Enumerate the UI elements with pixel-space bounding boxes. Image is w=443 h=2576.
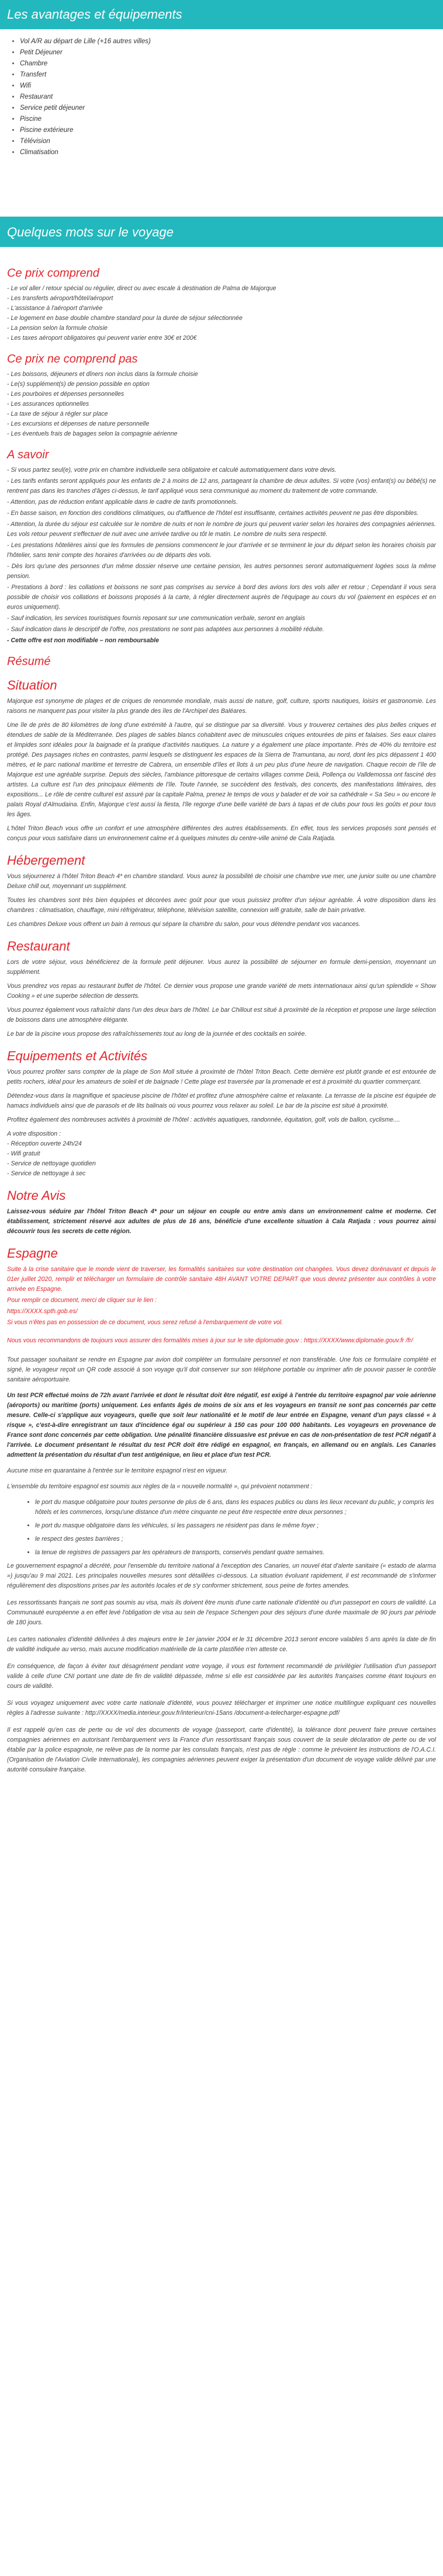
espagne-bullet: • le port du masque obligatoire pour toutes personne de plus de 6 ans, dans les espaces publics ou dans les lieux recevant du public, y compris les hôtels et les commerces, lorsqu'une distance d'un mètre cinquante ne peut être respectée entre deux personnes ; <box>35 1498 436 1517</box>
content <box>0 267 443 1775</box>
included-line: - La pension selon la formule choisie <box>7 325 108 332</box>
activites-line: Vous pourrez profiter sans compter de la plage de Son Moll située à proximité de l'hôtel Triton Beach. Cette dernière est plutôt grande et est entourée de petits rochers, idéal pour les amateurs de soleil et de baignade ! Cette plage est traversée par la promenade et est à proximité du quartier commerçant. <box>7 1068 436 1085</box>
amenity-item: • Piscine <box>20 114 443 125</box>
espagne-paragraph: Tout passager souhaitant se rendre en Espagne par avion doit compléter un formulaire personnel et non transférable. Une fois ce formulaire complété et signé, le voyageur reçoit un QR code associé à son voyage qu'il doit conserver sur son téléphone portable ou imprimer afin de pouvoir passer le contrôle sanitaire aéroportuaire. <box>7 1356 436 1383</box>
hebergement-text <box>7 872 436 930</box>
words-header <box>0 217 443 247</box>
hebergement-paragraph: Vous séjournerez à l'hôtel Triton Beach 4* en chambre standard. Vous aurez la possibilité de choisir une chambre vue mer, une junior suite ou une chambre Deluxe chill out, moyennant un supplément. <box>7 873 436 890</box>
espagne-after-paragraph: Les cartes nationales d'identité délivrées à des majeurs entre le 1er janvier 2004 et le 31 décembre 2013 seront encore valables 5 ans après la date de fin de validité indiquée au verso, mais aucune modification matérielle de la carte plastifiée n'en atteste ce. <box>7 1636 436 1653</box>
excluded-line: - Les éventuels frais de bagages selon la compagnie aérienne <box>7 430 178 437</box>
excluded-line: - Les assurances optionnelles <box>7 401 89 408</box>
avis-title: Notre Avis <box>7 1188 66 1203</box>
espagne-after-paragraph: Si vous voyagez uniquement avec votre carte nationale d'identité, vous pouvez télécharger et imprimer une notice multilingue expliquant ces nouvelles règles à l'adresse suivante : http://XXXX/media.interieur.gouv.fr/interieur/cni-15ans /document-a-telecharger-espagne.pdf/ <box>7 1700 436 1717</box>
espagne-alert-line: Si vous n'êtes pas en possession de ce document, vous serez refusé à l'embarquement de votre vol. <box>7 1319 283 1326</box>
activites-line: - Service de nettoyage quotidien <box>7 1160 96 1167</box>
included-list <box>7 284 436 343</box>
activites-line: Détendez-vous dans la magnifique et spacieuse piscine de l'hôtel et profitez d'une atmosphère calme et relaxante. La terrasse de la piscine est équipée de hamacs individuels ainsi que de parasols et de lits balinais où vous pourrez vous relaxer au soleil. Le bar de la piscine est situé à proximité. <box>7 1092 436 1109</box>
know-paragraph: - Sauf indication dans le descriptif de l'offre, nos prestations ne sont pas adaptées aux personnes à mobilité réduite. <box>7 626 324 633</box>
hebergement-paragraph: Les chambres Deluxe vous offrent un bain à remous qui sépare la chambre du salon, pour vous détendre pendant vos vacances. <box>7 921 361 928</box>
activites-line: Profitez également des nombreuses activités à proximité de l'hôtel : activités aquatiques, randonnée, équitation, golf, vols de ballon, cyclisme.... <box>7 1116 400 1123</box>
know-paragraph: - Sauf indication, les services touristiques fournis reposant sur une communication verbale, seront en anglais <box>7 615 305 622</box>
espagne-bullet: • le respect des gestes barrières ; <box>35 1534 436 1544</box>
espagne-alert <box>7 1265 436 1346</box>
espagne-alert-line: Suite à la crise sanitaire que le monde vient de traverser, les formalités sanitaires sur votre destination ont changées. Vous devez dorénavant et depuis le 01er juillet 2020, remplir et télécharger un formulaire de contrôle sanitaire 48H AVANT VOTRE DEPART que vous devrez présenter aux contrôles à votre arrivée en Espagne. <box>7 1266 436 1293</box>
amenity-item: • Petit Déjeuner <box>20 47 443 58</box>
excluded-line: - Les boissons, déjeuners et dîners non inclus dans la formule choisie <box>7 371 198 378</box>
advantages-title: Les avantages et équipements <box>7 7 182 22</box>
restaurant-paragraph: Vous prendrez vos repas au restaurant buffet de l'hôtel. Ce dernier vous propose une grande variété de mets internationaux ainsi qu'un splendide « Show Cooking » et une superbe sélection de desserts. <box>7 983 436 1000</box>
espagne-paragraph: Un test PCR effectué moins de 72h avant l'arrivée et dont le résultat doit être négatif, est exigé à l'entrée du territoire espagnol par voie aérienne (aéroports) ou maritime (ports) uniquement. Les enfants âgés de moins de six ans et les voyageurs en transit ne sont pas concernés par cette mesure. Celle-ci s'applique aux voyageurs, quelle que soit leur nationalité et le motif de leur entrée en Espagne, venant d'un pays classé « à risque », c'est-à-dire enregistrant un taux d'incidence égal ou supérieur à 150 cas pour 100 000 habitants. Les voyageurs en provenance de France sont donc concernés par cette obligation. Une pénalité financière dissuasive est prévue en cas de non-présentation de test PCR négatif à l'arrivée. Le document présentant le résultat du test PCR doit être rédigé en espagnol, en français, en allemand ou en anglais. Les Canaries admettent la présentation du résultat d'un test antigénique, en lieu et place d'un test PCR. <box>7 1392 436 1458</box>
know-paragraph: - Prestations à bord : les collations et boissons ne sont pas comprises au service à bord des avions lors des vols aller et retour ; Cependant il vous sera possible de choisir vos collations et boissons proposés à la carte, à régler directement auprès de l'équipage au cours du vol (paiement en espèces et en euros uniquement). <box>7 584 436 611</box>
know-title: A savoir <box>7 448 49 461</box>
activites-title: Equipements et Activités <box>7 1049 148 1063</box>
excluded-line: - Les pourboires et dépenses personnelles <box>7 391 124 398</box>
espagne-bullets <box>7 1498 436 1558</box>
amenity-item: • Climatisation <box>20 147 443 158</box>
situation-paragraph: Majorque est synonyme de plages et de criques de renommée mondiale, mais aussi de nature, golf, culture, sports nautiques, loisirs et gastronomie. Les raisons ne manquent pas pour visiter la plus grande des îles de l'Archipel des Baléares. <box>7 698 436 715</box>
hebergement-paragraph: Toutes les chambres sont très bien équipées et décorées avec goût pour que vous puissiez profiter d'un séjour agréable. À votre disposition dans les chambres : climatisation, chauffage, mini réfrigérateur, téléphone, télévision satellite, connexion wifi gratuite, salle de bain privative. <box>7 897 436 914</box>
espagne-after-paragraph: Les ressortissants français ne sont pas soumis au visa, mais ils doivent être munis d'une carte nationale d'identité ou d'un passeport en cours de validité. La Communauté européenne a en effet levé l'obligation de visa au sein de l'espace Schengen pour des séjours d'une durée maximale de 90 jours par période de 180 jours. <box>7 1599 436 1626</box>
excluded-line: - La taxe de séjour à régler sur place <box>7 410 108 417</box>
included-line: - Le logement en base double chambre standard pour la durée de séjour sélectionnée <box>7 315 243 322</box>
activites-line: - Service de nettoyage à sec <box>7 1170 86 1177</box>
included-title: Ce prix comprend <box>7 267 99 280</box>
amenity-item: • Transfert <box>20 69 443 81</box>
amenity-item: • Service petit déjeuner <box>20 103 443 114</box>
amenity-item: • Wifi <box>20 81 443 92</box>
situation-title: Situation <box>7 678 57 692</box>
know-paragraph: - Attention, la durée du séjour est calculée sur le nombre de nuits et non le nombre de jours qui peuvent varier selon les horaires des compagnies aériennes. Les vols retour peuvent s'effectuer de nuit avec une arrivée tardive ou tôt le matin. Le nombre de nuits sera respecté. <box>7 521 436 538</box>
restaurant-paragraph: Le bar de la piscine vous propose des rafraîchissements tout au long de la journée et des cocktails en soirée. <box>7 1031 307 1038</box>
activites-line: - Wifi gratuit <box>7 1150 40 1157</box>
restaurant-paragraph: Lors de votre séjour, vous bénéficierez de la formule petit déjeuner. Vous aurez la possibilité de séjourner en formule demi-pension, moyennant un supplément. <box>7 959 436 976</box>
restaurant-title: Restaurant <box>7 939 70 953</box>
amenity-item: • Télévision <box>20 136 443 147</box>
espagne-title: Espagne <box>7 1246 58 1261</box>
included-line: - Les taxes aéroport obligatoires qui peuvent varier entre 30€ et 200€ <box>7 335 197 342</box>
know-list <box>7 465 436 646</box>
espagne-after <box>7 1561 436 1775</box>
espagne-after-paragraph: Il est rappelé qu'en cas de perte ou de vol des documents de voyage (passeport, carte d'identité), la tolérance dont peuvent faire preuve certaines compagnies aériennes en autorisant l'embarquement vers la France d'un ressortissant français sous couvert de la seule déclaration de perte ou de vol établie par la police espagnole, ne relève pas de la norme par les consulats français, n'est pas de règle : comme le prévoient les instructions de l'O.A.C.I. (Organisation de l'Aviation Civile Internationale), les compagnies aériennes peuvent exiger la présentation d'un document de voyage valide délivré par une autorité consulaire française. <box>7 1726 436 1773</box>
activites-text <box>7 1067 436 1179</box>
excluded-line: - Les excursions et dépenses de nature personnelle <box>7 420 150 427</box>
know-paragraph: - Les prestations hôtelières ainsi que les formules de pensions commencent le jour d'arrivée et se terminent le jour du départ selon les horaires choisis par l'hôtelier, sans tenir compte des horaires d'arrivées ou de départs des vols. <box>7 542 436 559</box>
know-paragraph: - Cette offre est non modifiable – non remboursable <box>7 637 159 644</box>
espagne-alert-line: Pour remplir ce document, merci de cliquer sur le lien : <box>7 1297 157 1304</box>
espagne-bullet: • le port du masque obligatoire dans les véhicules, si les passagers ne résident pas dans le même foyer ; <box>35 1521 436 1531</box>
espagne-after-paragraph: Le gouvernement espagnol a décrété, pour l'ensemble du territoire national à l'exception des Canaries, un nouvel état d'alerte sanitaire (« estado de alarma ») jusqu'au 9 mai 2021. Les principales nouvelles mesures sont détaillées ci-dessous. La situation évoluant rapidement, il est recommandé de s'informer régulièrement des dispositions prises par les autorités locales et de s'y conformer strictement, sous peine de fortes amendes. <box>7 1562 436 1589</box>
excluded-line: - Le(s) supplément(s) de pension possible en option <box>7 381 150 388</box>
excluded-title: Ce prix ne comprend pas <box>7 353 138 365</box>
know-paragraph: - Si vous partez seul(e), votre prix en chambre individuelle sera obligatoire et calculé automatiquement dans votre devis. <box>7 467 337 474</box>
situation-text <box>7 697 436 844</box>
hebergement-title: Hébergement <box>7 853 85 868</box>
know-paragraph: - Les tarifs enfants seront appliqués pour les enfants de 2 à moins de 12 ans, partageant la chambre de deux adultes. Si votre (vos) enfant(s) ou bébé(s) ne rentrent pas dans les tranches d'âges ci-dessus, le tarif appliqué vous sera communiqué au moment du traitement de votre commande. <box>7 478 436 495</box>
activites-line: - Réception ouverte 24h/24 <box>7 1140 82 1147</box>
know-paragraph: - Attention, pas de réduction enfant applicable dans le cadre de tarifs promotionnels. <box>7 499 238 506</box>
espagne-alert-line[interactable]: Nous vous recommandons de toujours vous assurer des formalités mises à jour sur le site diplomatie.gouv : https://XXXX/www.diplomatie.gouv.fr /fr/ <box>7 1337 413 1344</box>
know-paragraph: - En basse saison, en fonction des conditions climatiques, ou d'affluence de l'hôtel est insuffisante, certaines activités peuvent ne pas être disponibles. <box>7 510 419 517</box>
words-title: Quelques mots sur le voyage <box>7 225 174 239</box>
amenity-item: • Piscine extérieure <box>20 125 443 136</box>
know-paragraph: - Dès lors qu'une des personnes d'un même dossier réserve une certaine pension, les autres personnes seront automatiquement logées sous la même pension. <box>7 563 436 580</box>
included-line: - L'assistance à l'aéroport d'arrivée <box>7 305 103 312</box>
excluded-list <box>7 370 436 439</box>
espagne-after-paragraph: En conséquence, de façon à éviter tout désagrément pendant votre voyage, il vous est fortement recommandé de privilégier l'utilisation d'un passeport valide à celle d'une CNI portant une date de fin de validité dépassée, même si elle est considérée par les autorités françaises comme étant toujours en cours de validité. <box>7 1663 436 1690</box>
advantages-header <box>0 0 443 29</box>
included-line: - Les transferts aéroport/hôtel/aéroport <box>7 295 113 302</box>
restaurant-paragraph: Vous pourrez également vous rafraîchir dans l'un des deux bars de l'hôtel. Le bar Chillout est situé à proximité de la réception et propose une large sélection de boissons dans une atmosphère élégante. <box>7 1007 436 1024</box>
espagne-alert-line[interactable]: https://XXXX.spth.gob.es/ <box>7 1308 78 1315</box>
espagne-text <box>7 1355 436 1492</box>
amenity-item: • Vol A/R au départ de Lille (+16 autres villes) <box>20 36 443 47</box>
amenity-item: • Chambre <box>20 58 443 69</box>
avis-text: Laissez-vous séduire par l'hôtel Triton Beach 4* pour un séjour en couple ou entre amis dans un environnement calme et moderne. Cet établissement, strictement réservé aux adultes de plus de 16 ans, bénéficie d'une excellente situation à Cala Ratjada : vous pourrez ainsi découvrir tous les secrets de cette région. <box>7 1208 436 1235</box>
situation-paragraph: Une île de près de 80 kilomètres de long d'une extrémité à l'autre, qui se distingue par sa diversité. Vous y trouverez certaines des plus belles criques et étendues de sable de la Méditerranée. Des plages de sables blancs cohabitent avec de minuscules criques entourées de pins et falaises. Ses eaux claires et limpides sont idéales pour la baignade et la pratique d'activités nautiques. La nature y a également une place importante. Près de 40% du territoire est protégé. Des paysages riches en contrastes, parmi lesquels se distinguent les espaces de la Sierra de Tramuntana, au nord, dont les pics dépassent 1 400 mètres, et le parc national maritime et terrestre de Cabrera, un ensemble d'îles et îlots à un peu plus d'une heure de navigation. Chaque recoin de l'île de Majorque est une agréable surprise. Depuis des siècles, l'ambiance pittoresque de certains villages comme Deià, Pollença ou Valldemossa ont fasciné des artistes. La culture est l'un des principaux éléments de l'île. Toute l'année, se succèdent des festivals, des concerts, des manifestations littéraires, des expositions... Le rôle de centre culturel est assuré par la capitale Palma, prenez le temps de vous y balader et de voir sa cathédrale « Sa Seu » ou encore le palais Royal d'Almudaina. Enfin, Majorque c'est aussi la fiesta, l'île regorge d'une belle variété de bars à tapas et de clubs pour tous les goûts et pour tous les âges. <box>7 722 436 818</box>
amenity-item: • Restaurant <box>20 92 443 103</box>
espagne-paragraph: L'ensemble du territoire espagnol est soumis aux règles de la « nouvelle normalité », qui prévoient notamment : <box>7 1483 313 1490</box>
amenities-list <box>0 36 443 158</box>
espagne-paragraph: Aucune mise en quarantaine à l'entrée sur le territoire espagnol n'est en vigueur. <box>7 1467 228 1474</box>
activites-line: A votre disposition : <box>7 1130 61 1137</box>
espagne-bullet: • la tenue de registres de passagers par les opérateurs de transports, conservés pendant quatre semaines. <box>35 1548 436 1558</box>
restaurant-text <box>7 958 436 1039</box>
included-line: - Le vol aller / retour spécial ou régulier, direct ou avec escale à destination de Palma de Majorque <box>7 285 276 292</box>
situation-paragraph: L'hôtel Triton Beach vous offre un confort et une atmosphère différentes des autres établissements. En effet, tous les services proposés sont pensés et conçus pour vous satisfaire dans un environnement calme et à quelques minutes du centre-ville animé de Cala Ratjada. <box>7 825 436 842</box>
summary-title: Résumé <box>7 655 51 668</box>
